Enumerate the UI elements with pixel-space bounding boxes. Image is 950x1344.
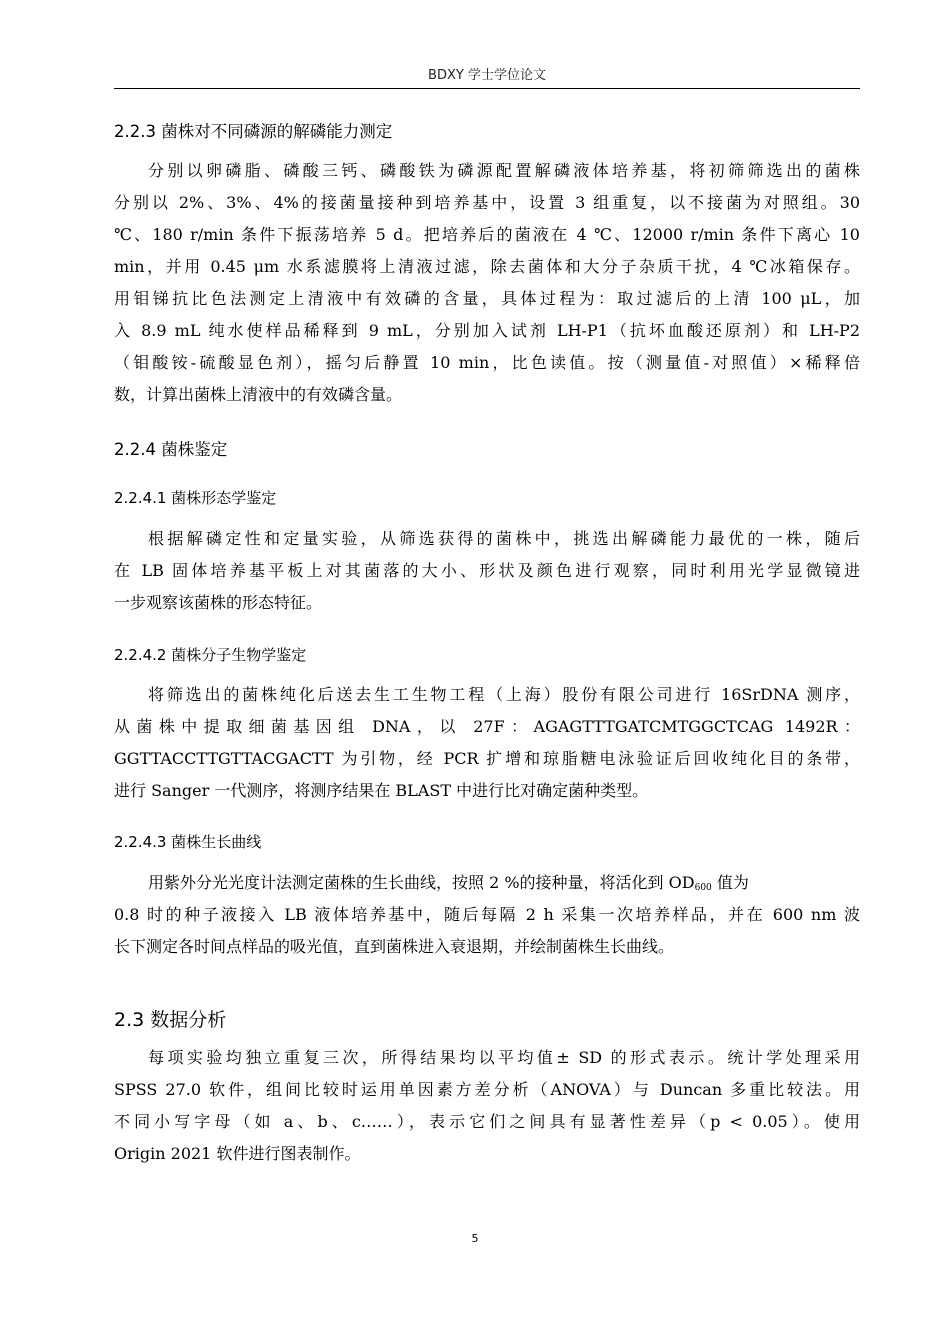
text-line: SPSS 27.0 软件，组间比较时运用单因素方差分析（ANOVA）与 Duncan 多重比较法。用 <box>114 1080 860 1099</box>
text-line: Origin 2021 软件进行图表制作。 <box>114 1144 361 1163</box>
text-line: 用钼锑抗比色法测定上清液中有效磷的含量，具体过程为：取过滤后的上清 100 μL，加 <box>114 289 860 308</box>
text-line: 根据解磷定性和定量实验，从筛选获得的菌株中，挑选出解磷能力最优的一株，随后 <box>148 529 860 548</box>
text-line: 进行 Sanger 一代测序，将测序结果在 BLAST 中进行比对确定菌种类型。 <box>114 781 649 800</box>
text-line: 在 LB 固体培养基平板上对其菌落的大小、形状及颜色进行观察，同时利用光学显微镜进 <box>114 561 860 580</box>
text-fragment: 值为 <box>711 873 749 892</box>
paragraph-2-2-3 <box>114 155 860 411</box>
text-line: 0.8 时的种子液接入 LB 液体培养基中，随后每隔 2 h 采集一次培养样品，并在 600 nm 波 <box>114 905 860 924</box>
section-heading-2-2-4-2: 2.2.4.2 菌株分子生物学鉴定 <box>114 646 307 664</box>
text-line: 将筛选出的菌株纯化后送去生工生物工程（上海）股份有限公司进行 16SrDNA 测序， <box>148 685 860 704</box>
paragraph-2-2-4-2 <box>114 679 860 807</box>
text-line: 长下测定各时间点样品的吸光值，直到菌株进入衰退期，并绘制菌株生长曲线。 <box>114 937 675 956</box>
paragraph-2-3 <box>114 1042 860 1170</box>
section-heading-2-2-3: 2.2.3 菌株对不同磷源的解磷能力测定 <box>114 122 393 141</box>
section-heading-2-3: 2.3 数据分析 <box>114 1009 227 1031</box>
running-header: BDXY 学士学位论文 <box>114 66 860 89</box>
text-line: 分别以 2%、3%、4%的接菌量接种到培养基中，设置 3 组重复，以不接菌为对照组。30 <box>114 193 860 212</box>
text-line: 入 8.9 mL 纯水使样品稀释到 9 mL，分别加入试剂 LH-P1（抗坏血酸还原剂）和 LH-P2 <box>114 321 860 340</box>
text-fragment: 用紫外分光光度计法测定菌株的生长曲线，按照 2 %的接种量，将活化到 OD <box>148 873 695 892</box>
text-line: 从菌株中提取细菌基因组 DNA，以 27F：AGAGTTTGATCMTGGCTCAG 1492R： <box>114 717 860 736</box>
text-line: （钼酸铵-硫酸显色剂），摇匀后静置 10 min，比色读值。按（测量值-对照值）×稀释倍 <box>114 353 860 372</box>
text-line: 不同小写字母（如 a、b、c……），表示它们之间具有显著性差异（p < 0.05）。使用 <box>114 1112 860 1131</box>
text-line: 每项实验均独立重复三次，所得结果均以平均值± SD 的形式表示。统计学处理采用 <box>148 1048 860 1067</box>
text-line: GGTTACCTTGTTACGACTT 为引物，经 PCR 扩增和琼脂糖电泳验证后回收纯化目的条带， <box>114 749 860 768</box>
paragraph-2-2-4-3 <box>114 867 860 963</box>
od-subscript: 600 <box>694 883 712 893</box>
text-line <box>114 867 860 899</box>
paragraph-2-2-4-1 <box>114 523 860 619</box>
section-heading-2-2-4: 2.2.4 菌株鉴定 <box>114 440 228 459</box>
text-line: ℃、180 r/min 条件下振荡培养 5 d。把培养后的菌液在 4 ℃、12000 r/min 条件下离心 10 <box>114 225 860 244</box>
text-line: 一步观察该菌株的形态特征。 <box>114 593 323 612</box>
section-heading-2-2-4-1: 2.2.4.1 菌株形态学鉴定 <box>114 489 277 507</box>
text-line: 数，计算出菌株上清液中的有效磷含量。 <box>114 385 403 404</box>
text-line: min，并用 0.45 μm 水系滤膜将上清液过滤，除去菌体和大分子杂质干扰，4 ℃冰箱保存。 <box>114 257 860 276</box>
section-heading-2-2-4-3: 2.2.4.3 菌株生长曲线 <box>114 833 262 851</box>
page-number: 5 <box>471 1232 479 1245</box>
text-line: 分别以卵磷脂、磷酸三钙、磷酸铁为磷源配置解磷液体培养基，将初筛筛选出的菌株 <box>148 161 860 180</box>
